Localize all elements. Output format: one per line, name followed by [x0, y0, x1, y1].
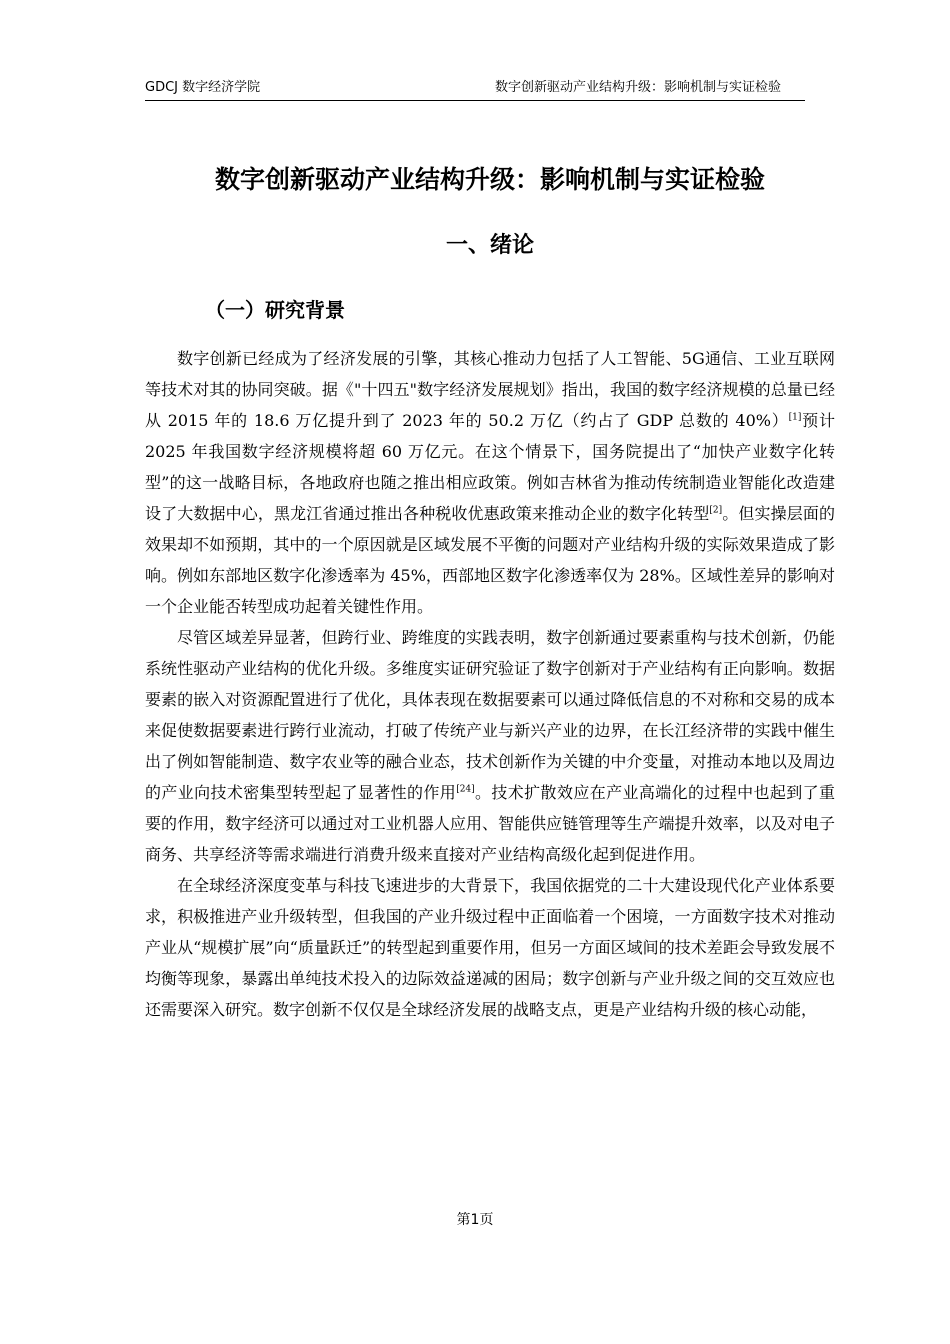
body-text [145, 343, 835, 1025]
paragraph-2 [145, 622, 835, 870]
section-heading: 一、绪论 [445, 233, 534, 258]
citation-2: [2] [709, 505, 723, 516]
paragraph-1-text-c: 。但实操层面的效果却不如预期，其中的一个原因就是区域发展不平衡的问题对产业结构升级的实际效果造成了影响。例如东部地区数字化渗透率为 45%，西部地区数字化渗透率仅为 28%。区域性差异的影响对一个企业能否转型成功起着关键性作用。 [145, 504, 835, 616]
paragraph-2-text-b: 。技术扩散效应在产业高端化的过程中也起到了重要的作用，数字经济可以通过对工业机器人应用、智能供应链管理等生产端提升效率，以及对电子商务、共享经济等需求端进行消费升级来直接对产业结构高级化起到促进作用。 [145, 783, 835, 864]
header-running-title: 数字创新驱动产业结构升级：影响机制与实证检验 [494, 80, 781, 95]
page-header [145, 78, 805, 101]
paragraph-2-text-a: 尽管区域差异显著，但跨行业、跨维度的实践表明，数字创新通过要素重构与技术创新，仍能系统性驱动产业结构的优化升级。多维度实证研究验证了数字创新对于产业结构有正向影响。数据要素的嵌入对资源配置进行了优化，具体表现在数据要素可以通过降低信息的不对称和交易的成本来促使数据要素进行跨行业流动，打破了传统产业与新兴产业的边界，在长江经济带的实践中催生出了例如智能制造、数字农业等的融合业态，技术创新作为关键的中介变量，对推动本地以及周边的产业向技术密集型转型起了显著性的作用 [145, 628, 835, 802]
header-institution: GDCJ 数字经济学院 [145, 80, 261, 95]
document-title: 数字创新驱动产业结构升级：影响机制与实证检验 [214, 165, 765, 194]
paragraph-1-text-a: 数字创新已经成为了经济发展的引擎，其核心推动力包括了人工智能、5G通信、工业互联网等技术对其的协同突破。据《"十四五"数字经济发展规划》指出，我国的数字经济规模的总量已经从 2015 年的 18.6 万亿提升到了 2023 年的 50.2 万亿（约占了 GDP 总数的 40%） [145, 349, 835, 430]
citation-24: [24] [456, 784, 475, 795]
citation-1: [1] [788, 412, 802, 423]
page-number: 第1页 [456, 1212, 494, 1228]
paragraph-1-text-b: 预计 2025 年我国数字经济规模将超 60 万亿元。在这个情景下，国务院提出了“加快产业数字化转型”的这一战略目标，各地政府也随之推出相应政策。例如吉林省为推动传统制造业智能化改造建设了大数据中心，黑龙江省通过推出各种税收优惠政策来推动企业的数字化转型 [145, 411, 835, 523]
paragraph-1 [145, 343, 835, 622]
paragraph-3: 在全球经济深度变革与科技飞速进步的大背景下，我国依据党的二十大建设现代化产业体系要求，积极推进产业升级转型，但我国的产业升级过程中正面临着一个困境，一方面数字技术对推动产业从“规模扩展”向“质量跃迁”的转型起到重要作用，但另一方面区域间的技术差距会导致发展不均衡等现象，暴露出单纯技术投入的边际效益递减的困局；数字创新与产业升级之间的交互效应也还需要深入研究。数字创新不仅仅是全球经济发展的战略支点，更是产业结构升级的核心动能， [145, 876, 835, 1019]
subsection-heading: （一）研究背景 [205, 298, 345, 322]
